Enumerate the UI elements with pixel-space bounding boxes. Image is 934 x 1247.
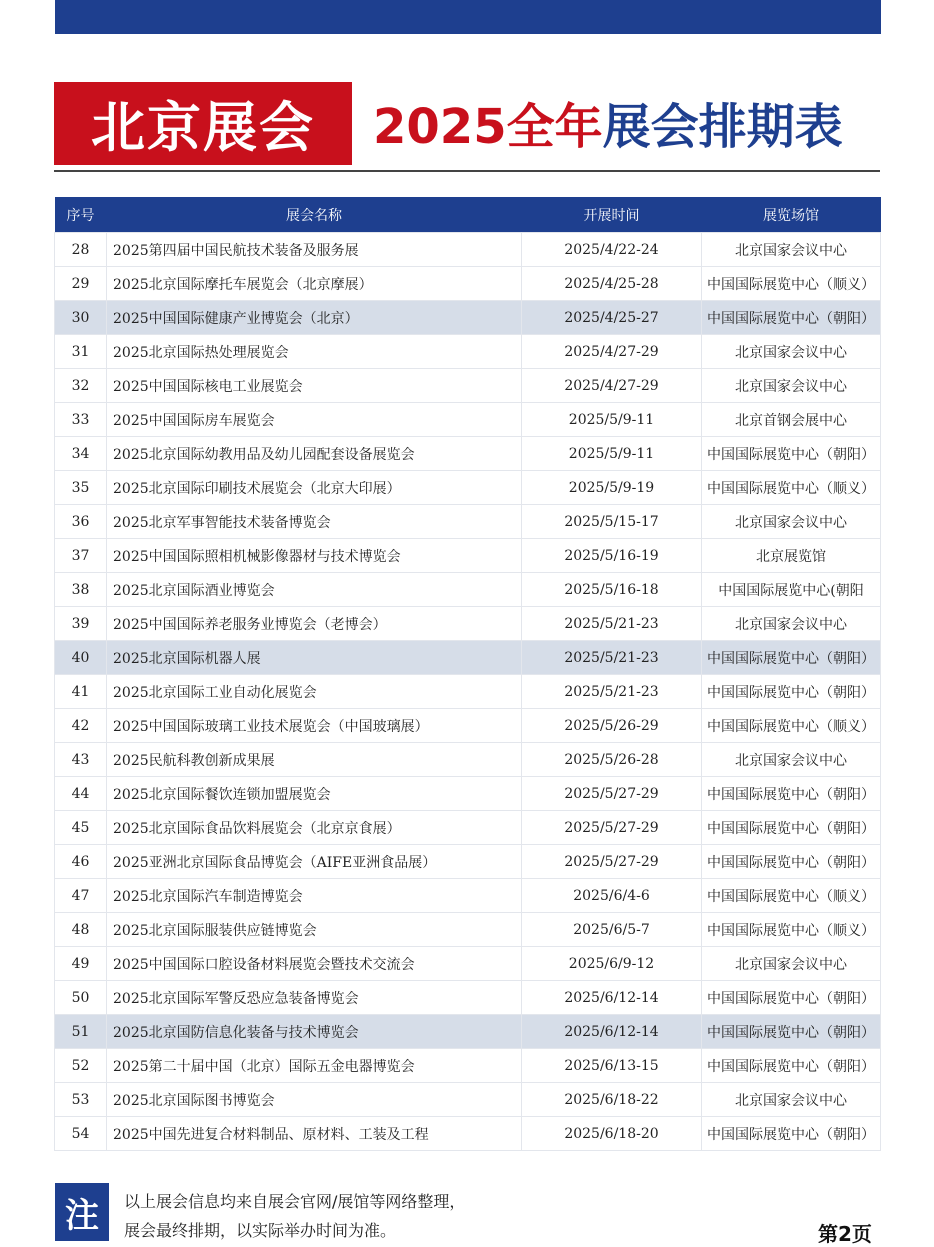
cell-no: 47 [55, 879, 107, 913]
title-badge [54, 82, 352, 165]
cell-no: 31 [55, 335, 107, 369]
table-row [55, 267, 881, 301]
cell-date: 2025/4/22-24 [522, 233, 702, 267]
table-row [55, 675, 881, 709]
cell-no: 44 [55, 777, 107, 811]
cell-date: 2025/5/27-29 [522, 777, 702, 811]
title-year-text: 2025全年 [373, 99, 603, 155]
cell-name: 2025亚洲北京国际食品博览会（AIFE亚洲食品展） [107, 845, 522, 879]
cell-date: 2025/5/9-11 [522, 437, 702, 471]
cell-venue: 北京国家会议中心 [702, 743, 881, 777]
cell-venue: 北京国家会议中心 [702, 335, 881, 369]
cell-no: 50 [55, 981, 107, 1015]
table-row [55, 743, 881, 777]
cell-name: 2025中国国际玻璃工业技术展览会（中国玻璃展） [107, 709, 522, 743]
cell-name: 2025中国国际照相机械影像器材与技术博览会 [107, 539, 522, 573]
table-row [55, 607, 881, 641]
title-left-text: 北京展会 [91, 96, 315, 159]
page-number: 第2页 [818, 1222, 872, 1246]
table-row [55, 573, 881, 607]
cell-date: 2025/4/25-28 [522, 267, 702, 301]
cell-name: 2025北京国际摩托车展览会（北京摩展） [107, 267, 522, 301]
cell-venue: 中国国际展览中心（朝阳） [702, 301, 881, 335]
schedule-table [54, 197, 881, 1151]
title-schedule-text: 展会排期表 [602, 99, 843, 155]
table-row [55, 811, 881, 845]
cell-name: 2025中国国际健康产业博览会（北京） [107, 301, 522, 335]
cell-date: 2025/6/9-12 [522, 947, 702, 981]
cell-date: 2025/5/16-18 [522, 573, 702, 607]
cell-venue: 中国国际展览中心（顺义） [702, 267, 881, 301]
cell-venue: 中国国际展览中心（朝阳） [702, 845, 881, 879]
cell-no: 28 [55, 233, 107, 267]
cell-no: 48 [55, 913, 107, 947]
cell-no: 38 [55, 573, 107, 607]
note-text-line1: 以上展会信息均来自展会官网/展馆等网络整理， [124, 1192, 466, 1211]
cell-venue: 中国国际展览中心（朝阳） [702, 641, 881, 675]
cell-no: 43 [55, 743, 107, 777]
cell-date: 2025/6/12-14 [522, 981, 702, 1015]
cell-venue: 中国国际展览中心（朝阳） [702, 1117, 881, 1151]
cell-date: 2025/6/13-15 [522, 1049, 702, 1083]
table-row [55, 947, 881, 981]
cell-date: 2025/5/9-11 [522, 403, 702, 437]
cell-venue: 北京国家会议中心 [702, 233, 881, 267]
cell-no: 53 [55, 1083, 107, 1117]
cell-no: 49 [55, 947, 107, 981]
cell-date: 2025/4/27-29 [522, 335, 702, 369]
cell-no: 54 [55, 1117, 107, 1151]
cell-no: 45 [55, 811, 107, 845]
cell-date: 2025/5/21-23 [522, 641, 702, 675]
cell-name: 2025北京国际汽车制造博览会 [107, 879, 522, 913]
table-row [55, 437, 881, 471]
cell-name: 2025民航科教创新成果展 [107, 743, 522, 777]
cell-name: 2025北京国际酒业博览会 [107, 573, 522, 607]
col-header-date: 开展时间 [522, 197, 702, 233]
cell-date: 2025/4/25-27 [522, 301, 702, 335]
table-row [55, 845, 881, 879]
cell-no: 34 [55, 437, 107, 471]
cell-name: 2025北京军事智能技术装备博览会 [107, 505, 522, 539]
cell-name: 2025北京国际服装供应链博览会 [107, 913, 522, 947]
cell-no: 36 [55, 505, 107, 539]
cell-venue: 北京首钢会展中心 [702, 403, 881, 437]
cell-no: 52 [55, 1049, 107, 1083]
page-title [373, 92, 843, 162]
cell-name: 2025北京国际食品饮料展览会（北京京食展） [107, 811, 522, 845]
table-body [55, 233, 881, 1151]
cell-date: 2025/5/26-29 [522, 709, 702, 743]
cell-venue: 北京国家会议中心 [702, 947, 881, 981]
cell-name: 2025中国国际房车展览会 [107, 403, 522, 437]
table-row [55, 471, 881, 505]
table-row [55, 1015, 881, 1049]
cell-date: 2025/5/21-23 [522, 675, 702, 709]
cell-venue: 中国国际展览中心（朝阳） [702, 675, 881, 709]
cell-name: 2025北京国际热处理展览会 [107, 335, 522, 369]
table-row [55, 641, 881, 675]
cell-venue: 北京国家会议中心 [702, 607, 881, 641]
cell-no: 42 [55, 709, 107, 743]
cell-no: 35 [55, 471, 107, 505]
cell-name: 2025北京国防信息化装备与技术博览会 [107, 1015, 522, 1049]
cell-name: 2025北京国际餐饮连锁加盟展览会 [107, 777, 522, 811]
table-row [55, 777, 881, 811]
cell-venue: 中国国际展览中心（顺义） [702, 709, 881, 743]
cell-venue: 中国国际展览中心（朝阳） [702, 981, 881, 1015]
table-row [55, 539, 881, 573]
cell-date: 2025/5/26-28 [522, 743, 702, 777]
cell-name: 2025北京国际工业自动化展览会 [107, 675, 522, 709]
cell-venue: 中国国际展览中心（朝阳） [702, 1015, 881, 1049]
cell-no: 37 [55, 539, 107, 573]
table-row [55, 913, 881, 947]
table-row [55, 335, 881, 369]
cell-venue: 中国国际展览中心（顺义） [702, 879, 881, 913]
table-row [55, 879, 881, 913]
cell-no: 41 [55, 675, 107, 709]
cell-date: 2025/5/27-29 [522, 845, 702, 879]
top-banner-bar [55, 0, 881, 34]
cell-venue: 中国国际展览中心（顺义） [702, 913, 881, 947]
table-row [55, 301, 881, 335]
cell-name: 2025北京国际军警反恐应急装备博览会 [107, 981, 522, 1015]
cell-date: 2025/5/15-17 [522, 505, 702, 539]
cell-date: 2025/6/4-6 [522, 879, 702, 913]
cell-date: 2025/6/12-14 [522, 1015, 702, 1049]
table-row [55, 1083, 881, 1117]
cell-venue: 中国国际展览中心（朝阳） [702, 811, 881, 845]
cell-date: 2025/5/27-29 [522, 811, 702, 845]
cell-no: 30 [55, 301, 107, 335]
col-header-no: 序号 [55, 197, 107, 233]
cell-name: 2025北京国际图书博览会 [107, 1083, 522, 1117]
cell-venue: 中国国际展览中心(朝阳 [702, 573, 881, 607]
table-row [55, 403, 881, 437]
table-row [55, 1117, 881, 1151]
table-header-row [55, 197, 881, 233]
cell-name: 2025北京国际幼教用品及幼儿园配套设备展览会 [107, 437, 522, 471]
cell-name: 2025第二十届中国（北京）国际五金电器博览会 [107, 1049, 522, 1083]
col-header-name: 展会名称 [107, 197, 522, 233]
cell-date: 2025/6/18-20 [522, 1117, 702, 1151]
table-row [55, 505, 881, 539]
cell-no: 46 [55, 845, 107, 879]
cell-no: 33 [55, 403, 107, 437]
cell-name: 2025北京国际机器人展 [107, 641, 522, 675]
cell-date: 2025/6/18-22 [522, 1083, 702, 1117]
note-label: 注 [55, 1183, 109, 1241]
cell-name: 2025北京国际印刷技术展览会（北京大印展） [107, 471, 522, 505]
cell-venue: 北京展览馆 [702, 539, 881, 573]
cell-venue: 北京国家会议中心 [702, 1083, 881, 1117]
note-text-line2: 展会最终排期，以实际举办时间为准。 [124, 1221, 397, 1240]
cell-venue: 中国国际展览中心（朝阳） [702, 1049, 881, 1083]
cell-venue: 北京国家会议中心 [702, 369, 881, 403]
cell-no: 51 [55, 1015, 107, 1049]
cell-venue: 中国国际展览中心（朝阳） [702, 777, 881, 811]
cell-name: 2025中国先进复合材料制品、原材料、工装及工程 [107, 1117, 522, 1151]
cell-date: 2025/5/21-23 [522, 607, 702, 641]
cell-date: 2025/6/5-7 [522, 913, 702, 947]
cell-venue: 中国国际展览中心（朝阳） [702, 437, 881, 471]
cell-name: 2025中国国际核电工业展览会 [107, 369, 522, 403]
table-row [55, 981, 881, 1015]
cell-date: 2025/5/9-19 [522, 471, 702, 505]
cell-date: 2025/5/16-19 [522, 539, 702, 573]
title-divider [54, 170, 880, 172]
cell-no: 32 [55, 369, 107, 403]
table-row [55, 1049, 881, 1083]
cell-no: 39 [55, 607, 107, 641]
cell-no: 29 [55, 267, 107, 301]
table-row [55, 233, 881, 267]
table-row [55, 369, 881, 403]
cell-venue: 中国国际展览中心（顺义） [702, 471, 881, 505]
cell-name: 2025中国国际口腔设备材料展览会暨技术交流会 [107, 947, 522, 981]
col-header-venue: 展览场馆 [702, 197, 881, 233]
cell-venue: 北京国家会议中心 [702, 505, 881, 539]
cell-name: 2025第四届中国民航技术装备及服务展 [107, 233, 522, 267]
cell-no: 40 [55, 641, 107, 675]
cell-name: 2025中国国际养老服务业博览会（老博会） [107, 607, 522, 641]
table-row [55, 709, 881, 743]
cell-date: 2025/4/27-29 [522, 369, 702, 403]
